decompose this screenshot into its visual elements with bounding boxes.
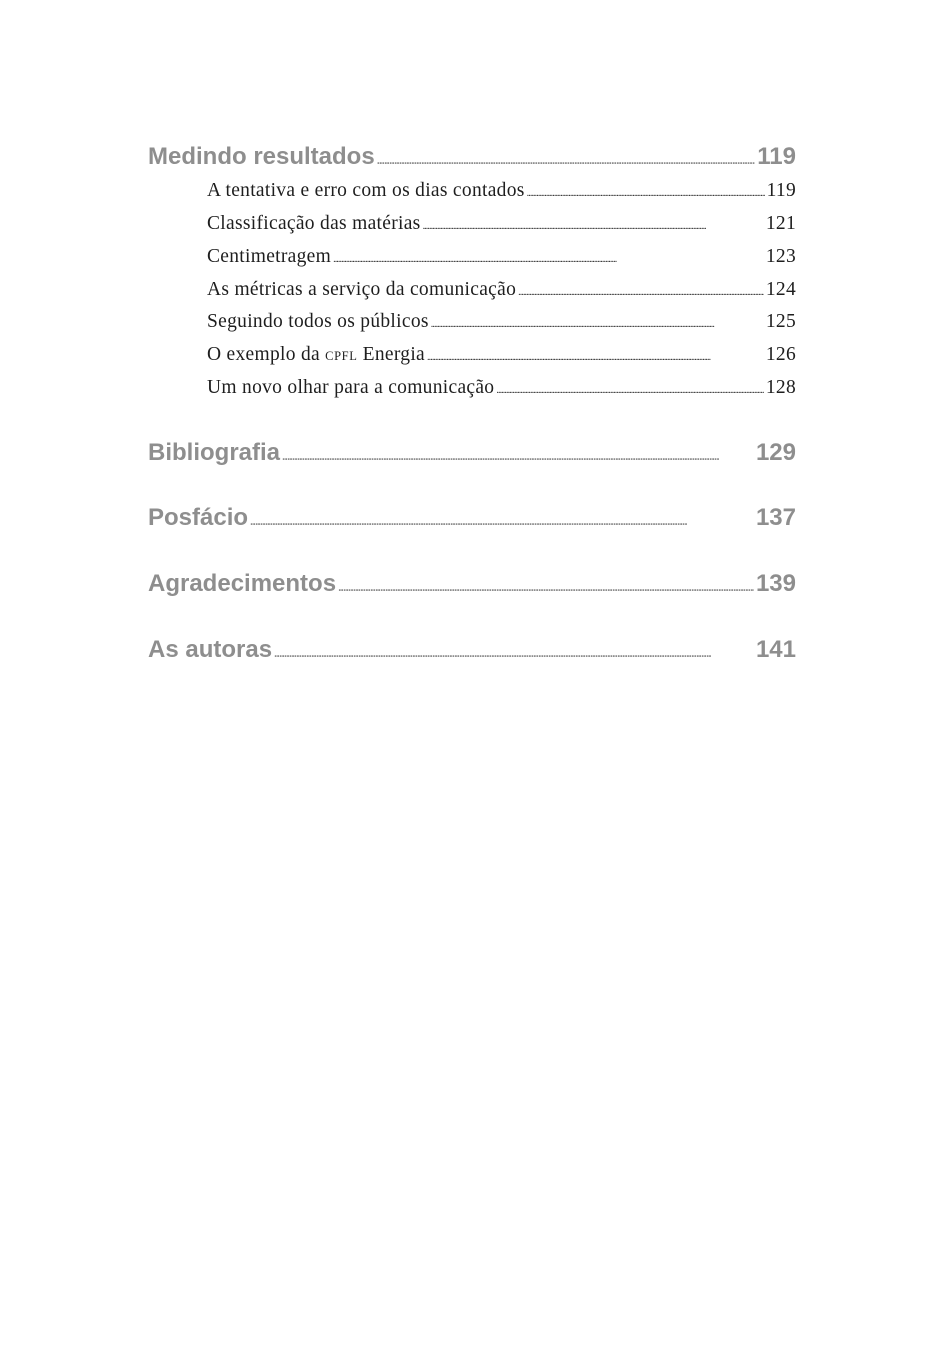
toc-entry-title: As autoras xyxy=(148,636,273,663)
toc-subentry[interactable] xyxy=(207,311,796,337)
dot-leader xyxy=(338,580,754,594)
toc-entry-bibliografia[interactable] xyxy=(148,439,796,471)
toc-subentry-page: 121 xyxy=(765,213,796,234)
toc-subentry-page: 125 xyxy=(765,311,796,332)
dot-leader xyxy=(274,646,754,660)
toc-entry-title: Medindo resultados xyxy=(148,143,375,170)
toc-subentry-page: 124 xyxy=(765,279,796,300)
dot-leader xyxy=(377,153,756,167)
toc-subentry-page: 123 xyxy=(765,246,796,267)
dot-leader xyxy=(250,514,754,528)
toc-entry-posfacio[interactable] xyxy=(148,504,796,536)
toc-entry-title: Posfácio xyxy=(148,504,249,531)
toc-entry-page: 137 xyxy=(755,504,796,531)
dot-leader xyxy=(423,221,764,232)
toc-subentry[interactable] xyxy=(207,344,796,370)
dot-leader xyxy=(527,188,765,199)
dot-leader xyxy=(427,352,764,363)
toc-subentry-title: As métricas a serviço da comunicação xyxy=(207,279,517,300)
toc-subentry-title: Um novo olhar para a comunicação xyxy=(207,377,495,398)
toc-entry-page: 139 xyxy=(755,570,796,597)
toc-entry-agradecimentos[interactable] xyxy=(148,570,796,602)
dot-leader xyxy=(333,254,764,265)
toc-subentry-title: Classificação das matérias xyxy=(207,213,421,234)
dot-leader xyxy=(431,319,764,330)
toc-subentry[interactable] xyxy=(207,213,796,239)
toc-entry-page: 119 xyxy=(757,143,796,170)
toc-entry-title: Agradecimentos xyxy=(148,570,337,597)
dot-leader xyxy=(518,287,764,298)
toc-entry-title: Bibliografia xyxy=(148,439,281,466)
title-part: O exemplo da xyxy=(207,344,326,365)
title-smallcaps: CPFL xyxy=(325,349,358,363)
toc-subentry-page: 119 xyxy=(766,180,796,201)
toc-subentry-title: Seguindo todos os públicos xyxy=(207,311,429,332)
toc-entry-as-autoras[interactable] xyxy=(148,636,796,668)
toc-entry-medindo-resultados[interactable] xyxy=(148,143,796,175)
toc-entry-page: 141 xyxy=(755,636,796,663)
toc-subentry[interactable] xyxy=(207,279,796,305)
toc-subentry-page: 126 xyxy=(765,344,796,365)
dot-leader xyxy=(282,449,754,463)
toc-subentry-title xyxy=(207,344,425,366)
toc-subentry-page: 128 xyxy=(765,377,796,398)
toc-subentry[interactable] xyxy=(207,377,796,403)
title-part: Energia xyxy=(357,344,426,365)
dot-leader xyxy=(496,385,763,396)
toc-subentry[interactable] xyxy=(207,180,796,206)
toc-subentry-title: Centimetragem xyxy=(207,246,332,267)
toc-subentry-title: A tentativa e erro com os dias contados xyxy=(207,180,525,201)
toc-entry-page: 129 xyxy=(755,439,796,466)
toc-subentry[interactable] xyxy=(207,246,796,272)
